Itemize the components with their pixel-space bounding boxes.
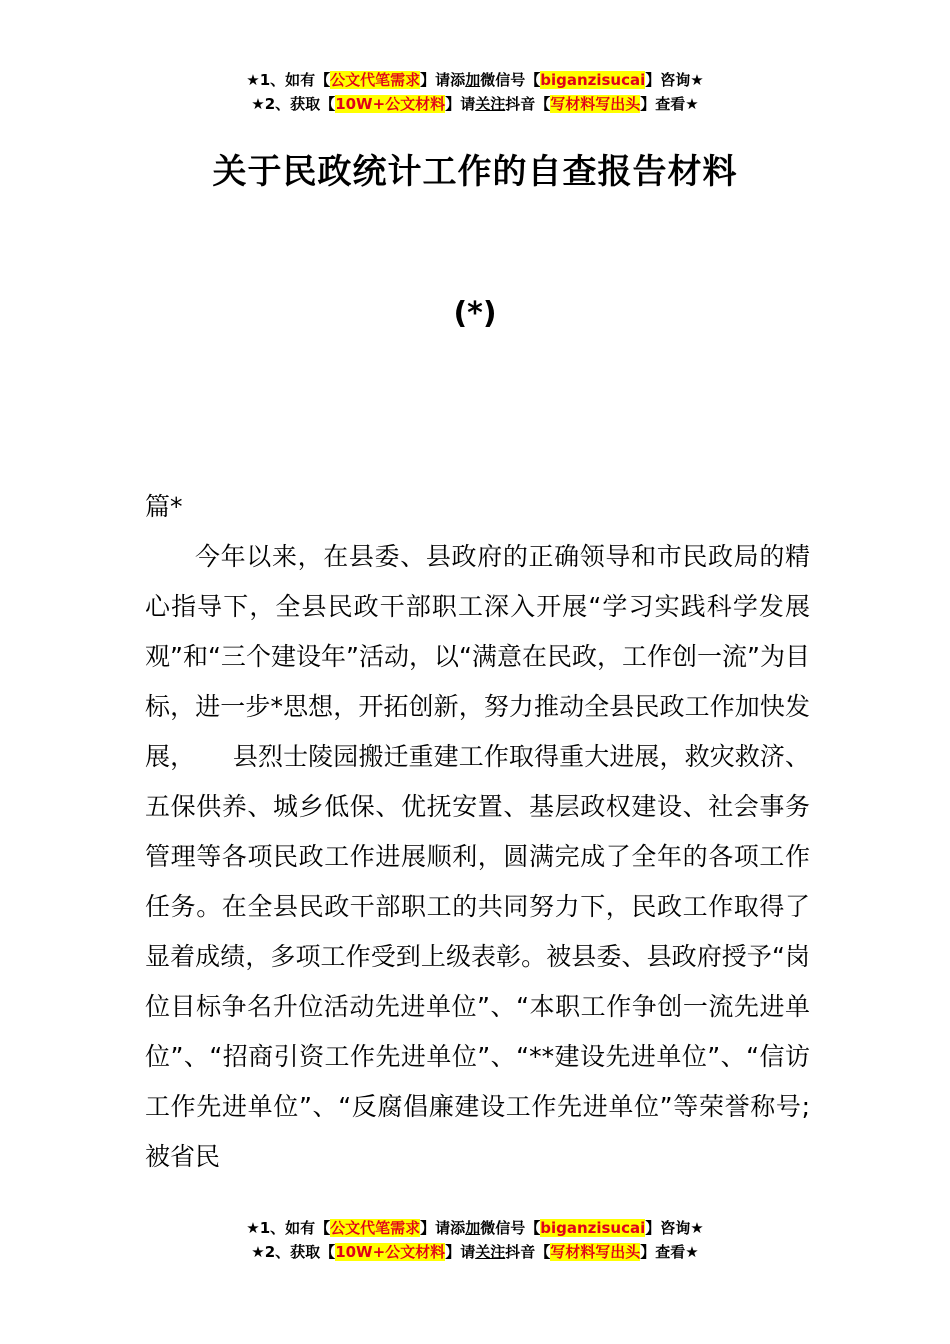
promo-line-2 [0, 92, 950, 116]
promo-text: ★2、获取【 [251, 95, 336, 113]
promo-text: 】查看★ [640, 95, 699, 113]
promo-line-1 [0, 1216, 950, 1240]
promo-underlined-text: 加 [465, 71, 481, 89]
promo-text: 】咨询★ [645, 1219, 704, 1237]
promo-line-2 [0, 1240, 950, 1264]
promo-text: 微信号【 [480, 71, 541, 89]
document-body [145, 482, 810, 1182]
promo-line-1 [0, 68, 950, 92]
promo-text: 】请 [445, 1243, 476, 1261]
promo-highlight: 10W+公文材料 [335, 1243, 446, 1261]
promo-text: 】咨询★ [645, 71, 704, 89]
section-label: 篇* [145, 492, 183, 521]
footer-promo-banner [0, 1216, 950, 1264]
promo-highlight: biganzisucai [540, 71, 646, 89]
promo-text: 】请 [445, 95, 476, 113]
promo-underlined-text: 关注 [475, 95, 506, 113]
promo-highlight: 写材料写出头 [550, 1243, 641, 1261]
promo-underlined-text: 加 [465, 1219, 481, 1237]
promo-highlight: 公文代笔需求 [330, 1219, 421, 1237]
promo-text: 微信号【 [480, 1219, 541, 1237]
document-subtitle-marker: (*) [453, 296, 497, 331]
promo-text: ★2、获取【 [251, 1243, 336, 1261]
promo-highlight: 公文代笔需求 [330, 71, 421, 89]
promo-highlight: 10W+公文材料 [335, 95, 446, 113]
promo-highlight: 写材料写出头 [550, 95, 641, 113]
header-promo-banner [0, 68, 950, 116]
promo-text: ★1、如有【 [246, 71, 331, 89]
promo-highlight: biganzisucai [540, 1219, 646, 1237]
promo-text: 抖音【 [505, 1243, 551, 1261]
promo-text: 】请添 [420, 71, 466, 89]
promo-text: ★1、如有【 [246, 1219, 331, 1237]
promo-text: 】查看★ [640, 1243, 699, 1261]
body-paragraph: 今年以来，在县委、县政府的正确领导和市民政局的精心指导下，全县民政干部职工深入开展“学习实践科学发展观”和“三个建设年”活动，以“满意在民政，工作创一流”为目标，进一步*思想，开拓创新，努力推动全县民政工作加快发展， 县烈士陵园搬迁重建工作取得重大进展，救灾救济、五保供养、城乡低保、优抚安置、基层政权建设、社会事务管理等各项民政工作进展顺利，圆满完成了全年的各项工作任务。在全县民政干部职工的共同努力下，民政工作取得了显着成绩，多项工作受到上级表彰。被县委、县政府授予“岗位目标争名升位活动先进单位”、“本职工作争创一流先进单位”、“招商引资工作先进单位”、“**建设先进单位”、“信访工作先进单位”、“反腐倡廉建设工作先进单位”等荣誉称号;被省民 [145, 542, 810, 1171]
promo-text: 】请添 [420, 1219, 466, 1237]
promo-underlined-text: 关注 [475, 1243, 506, 1261]
document-title: 关于民政统计工作的自查报告材料 [212, 152, 738, 192]
promo-text: 抖音【 [505, 95, 551, 113]
